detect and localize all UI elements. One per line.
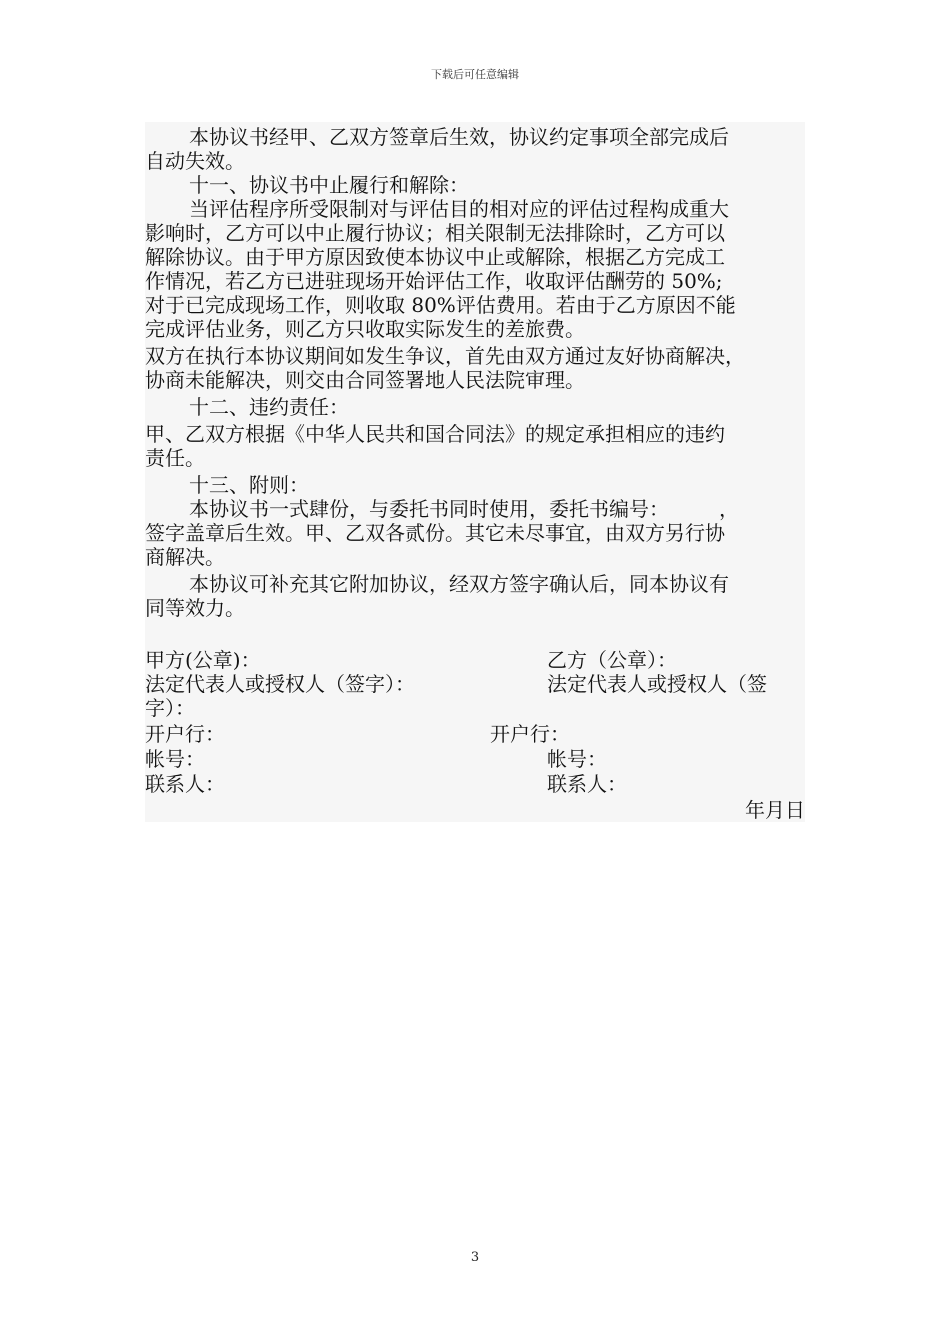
party-b-account-label: 帐号：	[547, 747, 607, 771]
party-a-contact-label: 联系人：	[145, 772, 225, 796]
page-header: 下载后可任意编辑	[431, 68, 519, 81]
party-b-rep-label: 法定代表人或授权人（签	[547, 672, 767, 696]
paragraph-line: 签字盖章后生效。甲、乙双各贰份。其它未尽事宜，由双方另行协	[145, 521, 725, 545]
document-body	[145, 122, 805, 822]
paragraph-line: 对于已完成现场工作，则收取 80%评估费用。若由于乙方原因不能	[145, 293, 736, 317]
paragraph-line: 本协议可补充其它附加协议，经双方签字确认后，同本协议有	[189, 572, 729, 596]
party-b-rep-label-cont: 字）：	[145, 696, 195, 720]
party-b-bank-label: 开户行：	[490, 722, 570, 746]
paragraph-line: 商解决。	[145, 545, 225, 569]
paragraph-line: 当评估程序所受限制对与评估目的相对应的评估过程构成重大	[189, 197, 729, 221]
date-label: 年月日	[745, 798, 805, 822]
paragraph-line: 同等效力。	[145, 596, 245, 620]
paragraph-line: 完成评估业务，则乙方只收取实际发生的差旅费。	[145, 317, 585, 341]
party-b-contact-label: 联系人：	[547, 772, 627, 796]
paragraph-line: 双方在执行本协议期间如发生争议，首先由双方通过友好协商解决，	[145, 344, 745, 368]
paragraph-line: 作情况，若乙方已进驻现场开始评估工作，收取评估酬劳的 50%;	[145, 269, 723, 293]
page-number: 3	[470, 1250, 480, 1265]
paragraph-line: 协商未能解决，则交由合同签署地人民法院审理。	[145, 368, 585, 392]
paragraph-line: 影响时，乙方可以中止履行协议；相关限制无法排除时，乙方可以	[145, 221, 725, 245]
paragraph-line: 解除协议。由于甲方原因致使本协议中止或解除，根据乙方完成工	[145, 245, 725, 269]
paragraph-line: 甲、乙双方根据《中华人民共和国合同法》的规定承担相应的违约	[145, 422, 725, 446]
section-heading-11: 十一、协议书中止履行和解除：	[189, 173, 469, 197]
party-a-bank-label: 开户行：	[145, 722, 225, 746]
section-heading-13: 十三、附则：	[189, 473, 309, 497]
party-a-seal-label: 甲方(公章)：	[145, 648, 261, 672]
paragraph-line: 责任。	[145, 446, 205, 470]
party-a-rep-label: 法定代表人或授权人（签字）：	[145, 672, 415, 696]
party-a-account-label: 帐号：	[145, 747, 205, 771]
paragraph-line: 本协议书一式肆份，与委托书同时使用，委托书编号： ，	[189, 497, 739, 521]
section-heading-12: 十二、违约责任：	[189, 395, 349, 419]
paragraph-line: 本协议书经甲、乙双方签章后生效，协议约定事项全部完成后	[189, 125, 729, 149]
paragraph-line: 自动失效。	[145, 149, 245, 173]
party-b-seal-label: 乙方（公章）：	[547, 648, 677, 672]
